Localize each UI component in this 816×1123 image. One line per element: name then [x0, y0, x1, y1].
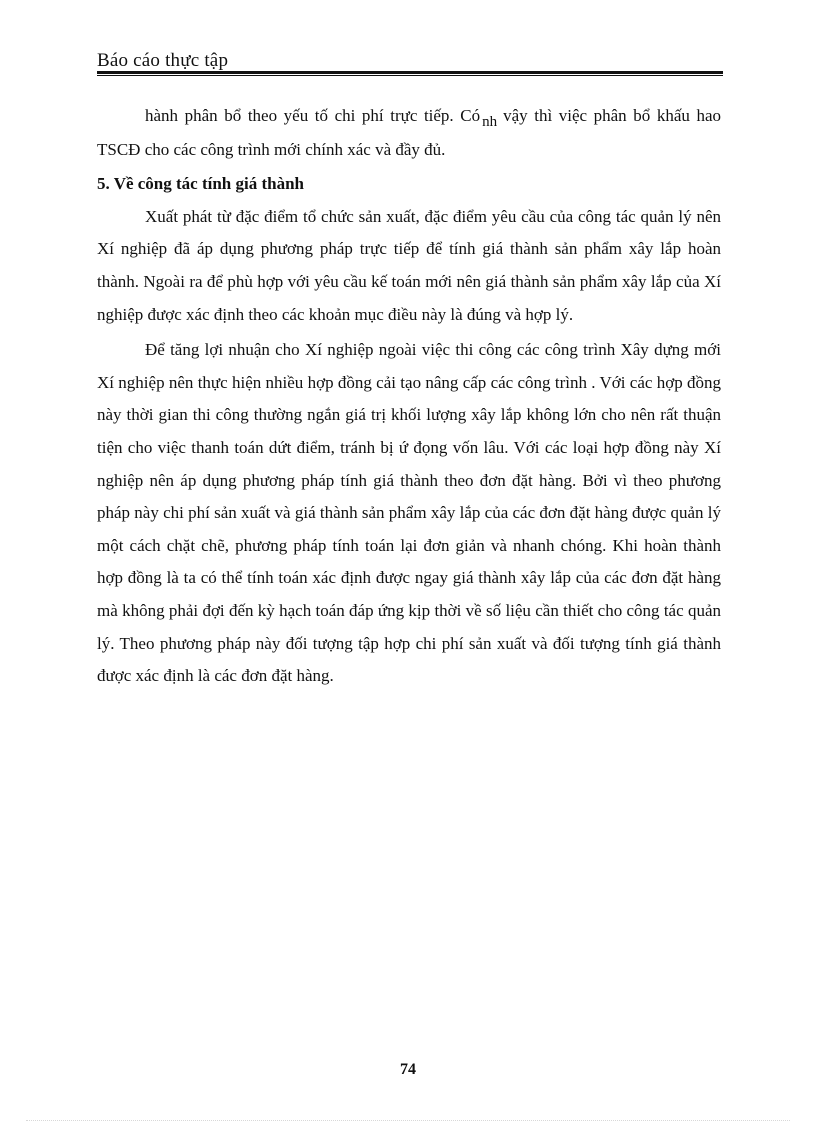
document-body — [97, 100, 721, 693]
paragraph-2: Xuất phát từ đặc điểm tổ chức sản xuất, đặc điểm yêu cầu của công tác quản lý nên Xí nghiệp đã áp dụng phương pháp trực tiếp để tính giá thành sản phẩm xây lắp hoàn thành. Ngoài ra để phù hợp với yêu cầu kế toán mới nên giá thành sản phẩm xây lắp của Xí nghiệp được xác định theo các khoản mục điều này là đúng và hợp lý. — [97, 206, 721, 324]
section-heading: 5. Về công tác tính giá thành — [97, 174, 305, 194]
header-rule — [97, 71, 723, 74]
paragraph-1-text-end: vậy thì việc phân bổ khấu hao TSCĐ cho các công trình mới chính xác và đầy đủ. — [97, 106, 722, 159]
page-number: 74 — [400, 1061, 416, 1078]
paragraph-1-text-start: hành phân bổ theo yếu tố chi phí trực tiếp. Có — [145, 106, 481, 125]
paragraph-continuation — [97, 100, 721, 166]
inline-fragment-nh: nh — [482, 114, 498, 130]
page-header — [97, 50, 723, 74]
header-rule-thin — [97, 75, 723, 76]
paragraph-3: Để tăng lợi nhuận cho Xí nghiệp ngoài việc thi công các công trình Xây dựng mới Xí nghiệp nên thực hiện nhiều hợp đồng cải tạo nâng cấp các công trình . Với các hợp đồng này thời gian thi công thường ngắn giá trị khối lượng xây lắp không lớn cho nên rất thuận tiện cho việc thanh toán dứt điểm, tránh bị ứ đọng vốn lâu. Với các loại hợp đồng này Xí nghiệp nên áp dụng phương pháp tính giá thành theo đơn đặt hàng. Bởi vì theo phương pháp này chi phí sản xuất và giá thành sản phẩm xây lắp của các đơn đặt hàng được quản lý một cách chặt chẽ, phương pháp tính toán lại đơn giản và nhanh chóng. Khi hoàn thành hợp đồng là ta có thể tính toán xác định được ngay giá thành xây lắp của các đơn đặt hàng mà không phải đợi đến kỳ hạch toán đáp ứng kịp thời về số liệu cần thiết cho công tác quản lý. Theo phương pháp này đối tượng tập hợp chi phí sản xuất và đối tượng tính giá thành được xác định là các đơn đặt hàng. — [97, 340, 721, 686]
header-title: Báo cáo thực tập — [97, 50, 229, 71]
footer-dotted-line — [26, 1120, 790, 1121]
